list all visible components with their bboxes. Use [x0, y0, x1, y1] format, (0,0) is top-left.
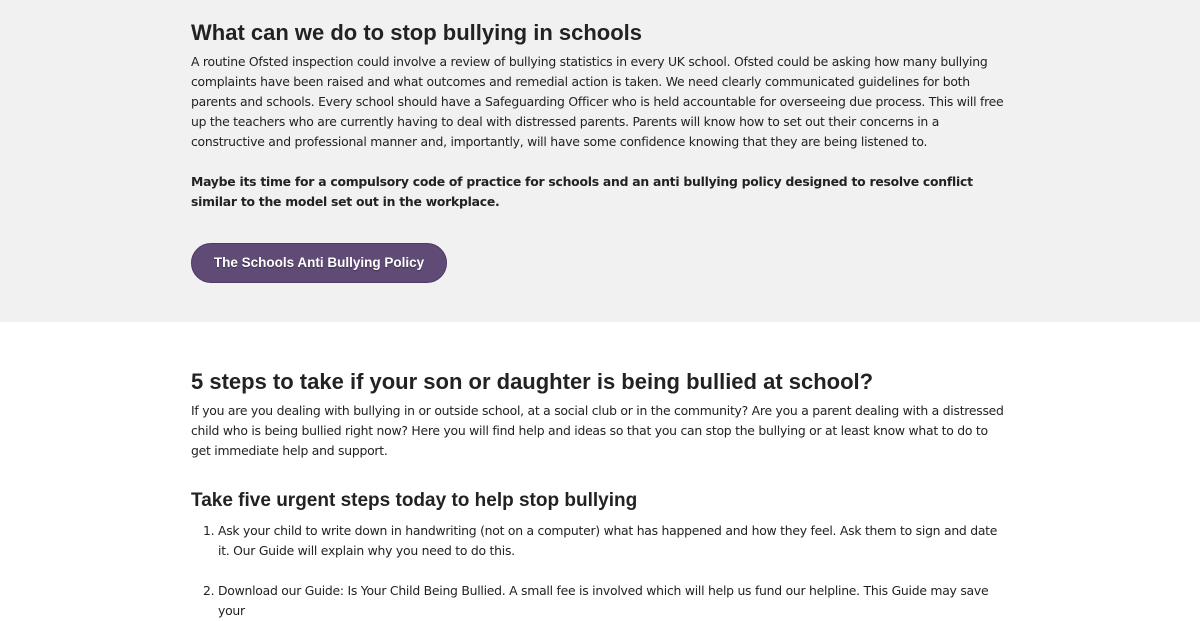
subheading: Take five urgent steps today to help stop bullying — [191, 490, 638, 511]
section-heading: What can we do to stop bullying in schools — [191, 20, 643, 45]
section-paragraph: A routine Ofsted inspection could involve a review of bullying statistics in every UK school. Ofsted could be asking how many bullying complaints have been raised and what outcomes and remedial action is taken. We need clearly communicated guidelines for both parents and schools. Every school should have a Safeguarding Officer who is held accountable for overseeing due process. This will free up the teachers who are currently having to deal with distressed parents. Parents will know how to set out their concerns in a constructive and professional manner and, importantly, will have some confidence knowing that they are being listened to. — [191, 54, 1004, 149]
five-steps-section — [0, 322, 1200, 621]
section-paragraph: If you are you dealing with bullying in or outside school, at a social club or in the community? Are you a parent dealing with a distressed child who is being bullied right now? Here you will find help and ideas so that you can stop the bullying or at least know what to do to get immediate help and support. — [191, 403, 1004, 458]
bold-paragraph: Maybe its time for a compulsory code of practice for schools and an anti bullying policy designed to resolve conflict similar to the model set out in the workplace. — [191, 174, 973, 209]
list-item: 1. Ask your child to write down in handwriting (not on a computer) what has happened and how they feel. Ask them to sign and date it. Our Guide will explain why you need to do this. — [218, 521, 1009, 561]
section-heading: 5 steps to take if your son or daughter is being bullied at school? — [191, 369, 874, 394]
steps-list — [191, 521, 1009, 621]
anti-bullying-policy-button[interactable]: The Schools Anti Bullying Policy — [191, 243, 447, 283]
list-item: 2. Download our Guide: Is Your Child Being Bullied. A small fee is involved which will help us fund our helpline. This Guide may save your — [218, 581, 1009, 621]
